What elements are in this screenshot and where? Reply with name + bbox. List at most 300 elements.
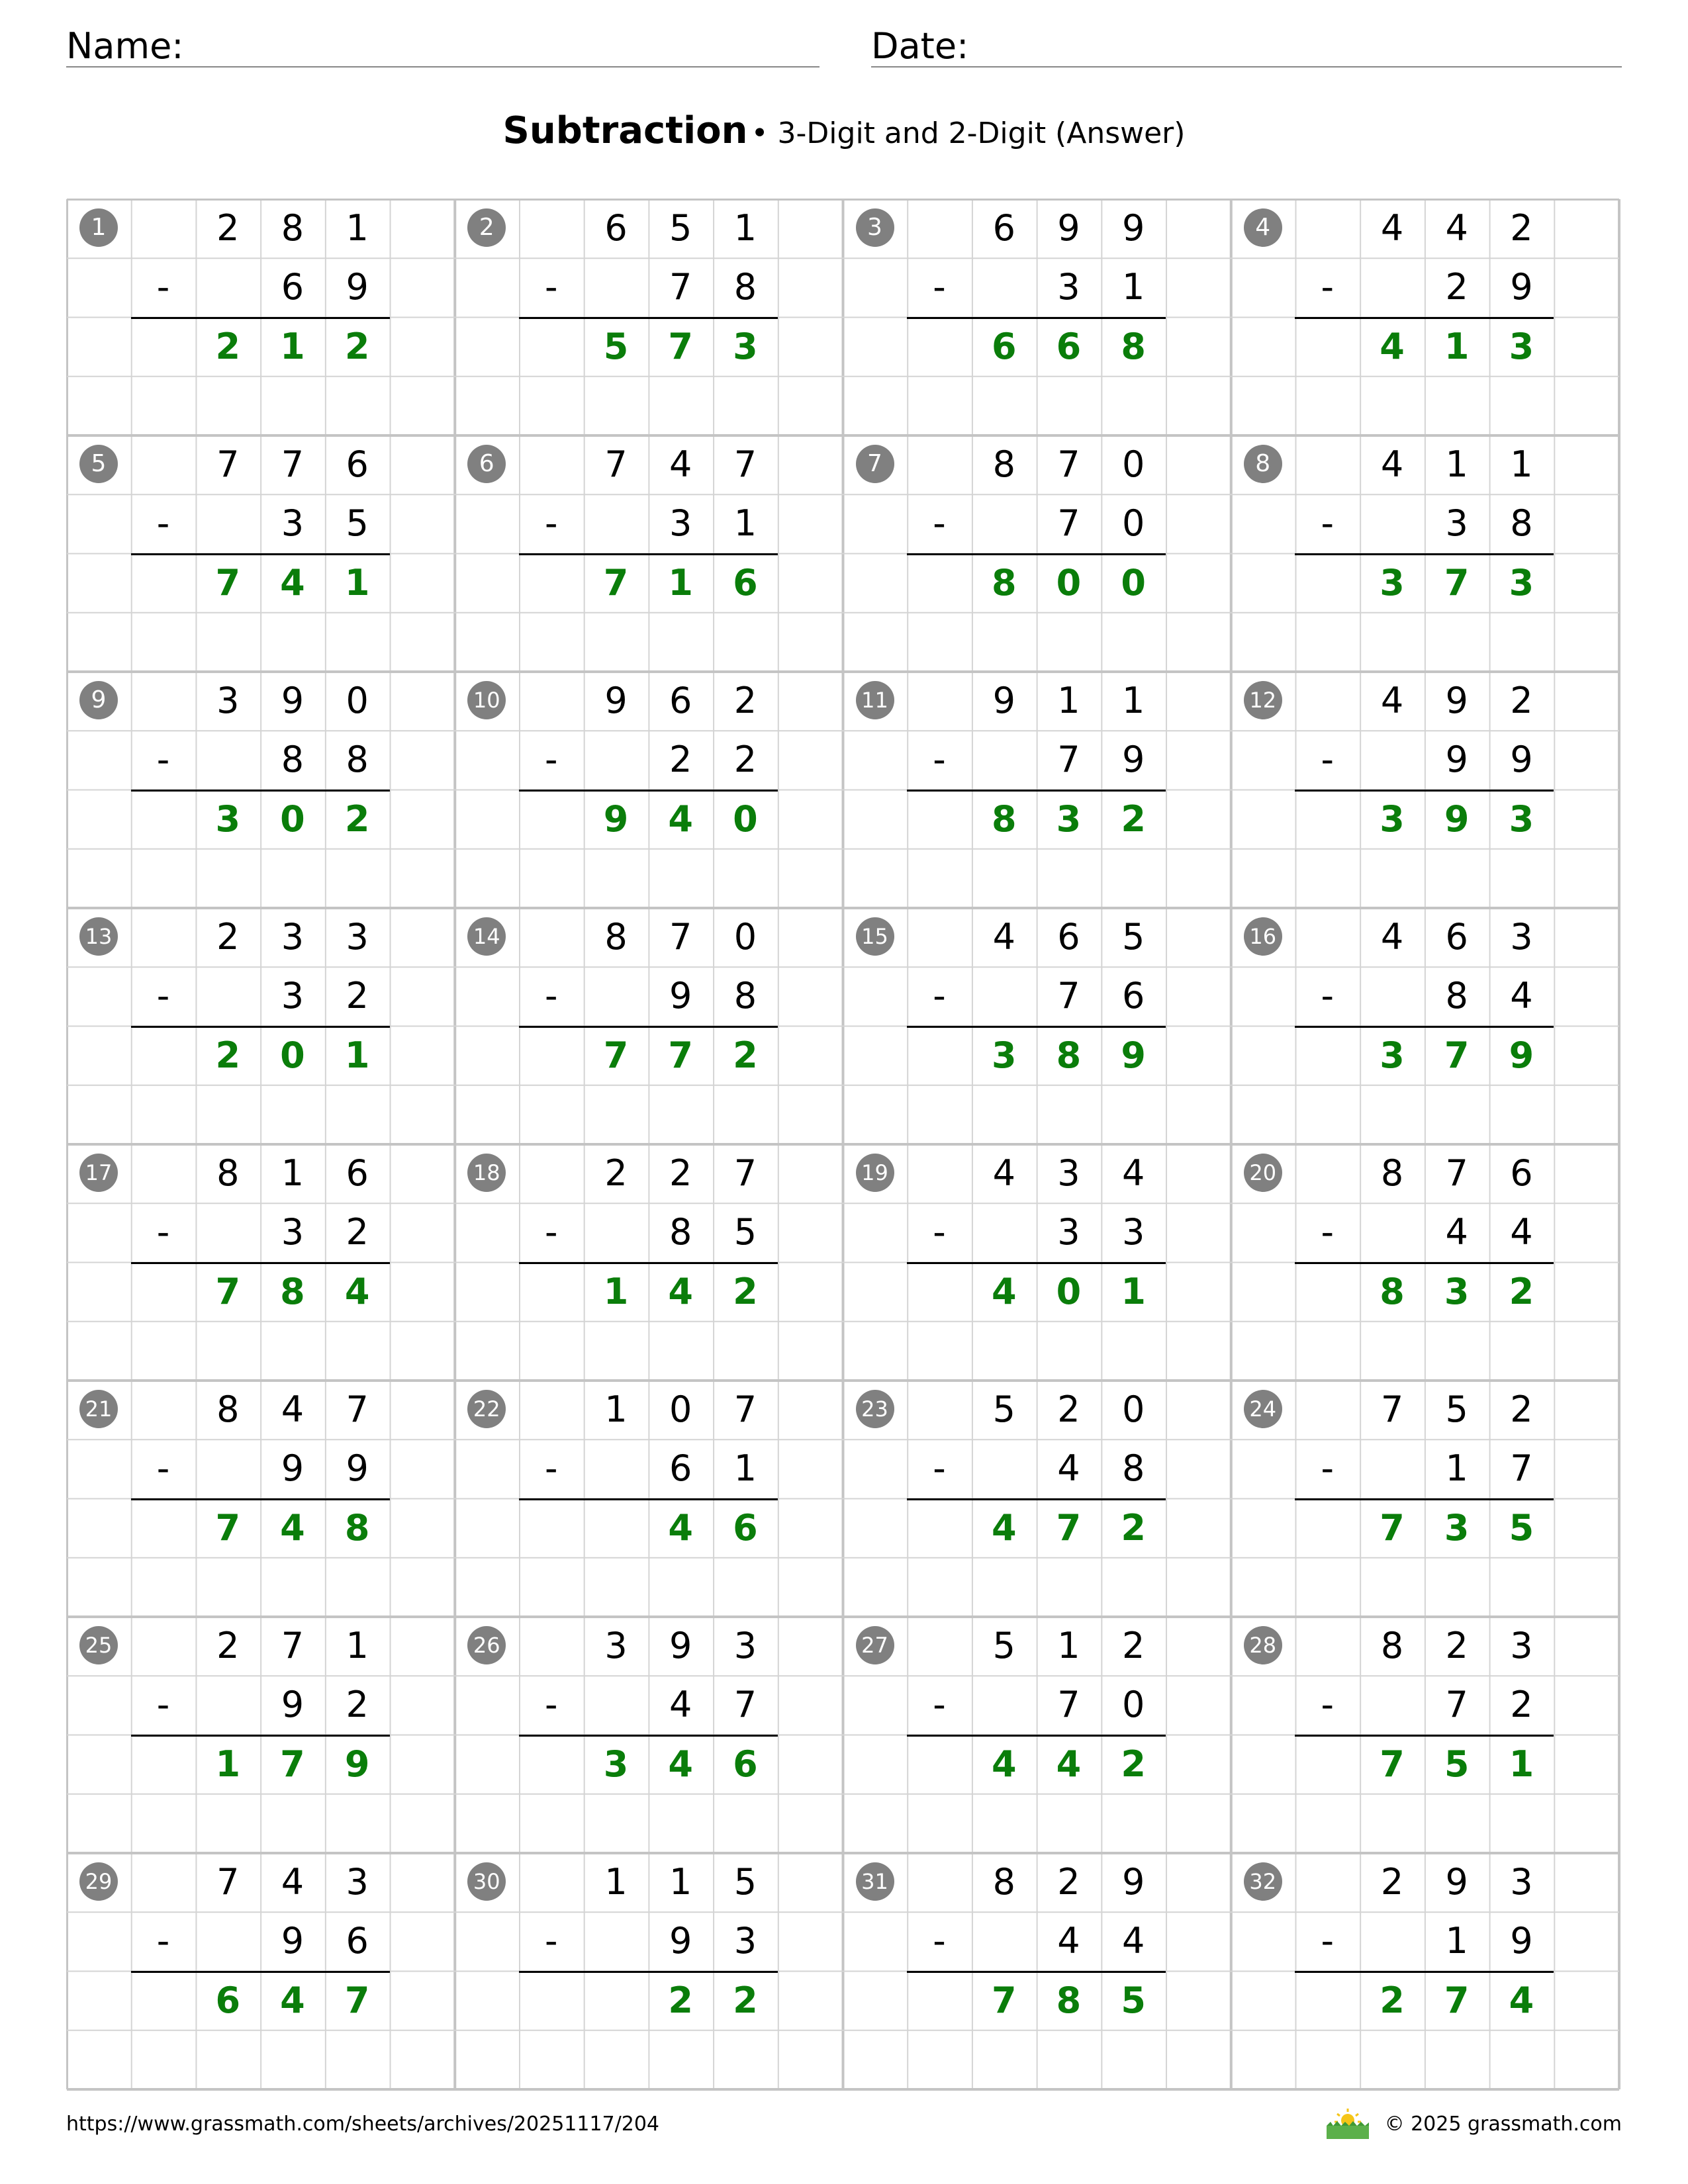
subtrahend-digit: 9 <box>1121 739 1145 781</box>
minuend-digit: 9 <box>992 680 1015 721</box>
minuend-digit: 6 <box>1057 916 1080 958</box>
minuend-digit: 5 <box>992 1625 1015 1666</box>
answer-rule <box>519 790 778 792</box>
minus-sign: - <box>1321 1920 1335 1962</box>
minus-sign: - <box>933 739 946 781</box>
answer-rule <box>131 1262 390 1264</box>
minuend-digit: 3 <box>733 1625 757 1666</box>
answer-digit: 4 <box>280 1979 305 2021</box>
minuend-digit: 2 <box>1510 207 1533 249</box>
minuend-digit: 7 <box>346 1388 369 1430</box>
answer-digit: 4 <box>280 561 305 604</box>
answer-digit: 4 <box>280 1506 305 1549</box>
minus-sign: - <box>156 1920 170 1962</box>
minuend-digit: 7 <box>733 443 757 485</box>
answer-digit: 3 <box>215 797 241 840</box>
minuend-digit: 8 <box>281 207 305 249</box>
footer-url: https://www.grassmath.com/sheets/archives/20251117/204 <box>66 2113 660 2136</box>
answer-digit: 6 <box>991 325 1017 367</box>
minus-sign: - <box>1321 266 1335 308</box>
answer-digit: 7 <box>1380 1743 1405 1785</box>
problem-number-badge: 16 <box>1244 917 1282 956</box>
answer-digit: 4 <box>344 1270 370 1312</box>
answer-rule <box>519 1735 778 1737</box>
minus-sign: - <box>933 1684 946 1726</box>
problem-number-badge: 31 <box>856 1862 894 1901</box>
minuend-digit: 5 <box>669 207 692 249</box>
answer-digit: 8 <box>991 561 1017 604</box>
minus-sign: - <box>545 975 558 1017</box>
subtrahend-digit: 4 <box>1445 1211 1468 1253</box>
answer-digit: 7 <box>215 1506 241 1549</box>
minus-sign: - <box>933 266 946 308</box>
subtrahend-digit: 1 <box>1121 266 1145 308</box>
answer-digit: 1 <box>603 1270 629 1312</box>
subtrahend-digit: 1 <box>733 502 757 545</box>
problem-number-badge: 18 <box>467 1154 506 1192</box>
answer-digit: 3 <box>991 1034 1017 1076</box>
problem-number-badge: 29 <box>79 1862 118 1901</box>
minuend-digit: 5 <box>1121 916 1145 958</box>
answer-digit: 3 <box>1380 797 1405 840</box>
minus-sign: - <box>156 266 170 308</box>
minus-sign: - <box>1321 1211 1335 1253</box>
problem-grid <box>66 199 1618 2089</box>
answer-digit: 7 <box>1444 561 1470 604</box>
answer-rule <box>907 1735 1166 1737</box>
minuend-digit: 5 <box>1445 1388 1468 1430</box>
subtrahend-digit: 7 <box>1510 1447 1533 1490</box>
minuend-digit: 7 <box>216 443 240 485</box>
answer-digit: 0 <box>1056 561 1082 604</box>
answer-digit: 5 <box>1121 1979 1146 2021</box>
subtrahend-digit: 7 <box>1057 739 1080 781</box>
minuend-digit: 1 <box>733 207 757 249</box>
subtrahend-digit: 0 <box>1121 1684 1145 1726</box>
answer-rule <box>131 317 390 319</box>
minuend-digit: 7 <box>669 916 692 958</box>
answer-rule <box>1295 1026 1554 1028</box>
minuend-digit: 3 <box>346 1861 369 1903</box>
minuend-digit: 4 <box>1445 207 1468 249</box>
minus-sign: - <box>156 502 170 545</box>
minuend-digit: 8 <box>604 916 628 958</box>
answer-digit: 3 <box>1444 1506 1470 1549</box>
minuend-digit: 2 <box>1057 1861 1080 1903</box>
answer-rule <box>1295 1735 1554 1737</box>
answer-digit: 8 <box>1380 1270 1405 1312</box>
answer-digit: 9 <box>603 797 629 840</box>
answer-digit: 2 <box>344 797 370 840</box>
answer-digit: 5 <box>1509 1506 1534 1549</box>
subtrahend-digit: 8 <box>733 975 757 1017</box>
answer-rule <box>1295 553 1554 555</box>
answer-rule <box>519 1498 778 1500</box>
answer-digit: 0 <box>1121 561 1146 604</box>
answer-digit: 6 <box>733 561 758 604</box>
problem-number-badge: 9 <box>79 681 118 719</box>
minus-sign: - <box>933 1211 946 1253</box>
answer-digit: 8 <box>344 1506 370 1549</box>
minuend-digit: 1 <box>604 1388 628 1430</box>
problem-number-badge: 26 <box>467 1626 506 1664</box>
answer-digit: 7 <box>1056 1506 1082 1549</box>
problem-number-badge: 28 <box>1244 1626 1282 1664</box>
subtrahend-digit: 2 <box>346 1211 369 1253</box>
minus-sign: - <box>933 502 946 545</box>
answer-rule <box>131 1026 390 1028</box>
answer-digit: 1 <box>668 561 693 604</box>
subtrahend-digit: 3 <box>281 1211 305 1253</box>
answer-digit: 3 <box>1056 797 1082 840</box>
subtrahend-digit: 9 <box>669 1920 692 1962</box>
problem-number-badge: 12 <box>1244 681 1282 719</box>
date-label: Date: <box>871 25 969 67</box>
subtrahend-digit: 3 <box>281 502 305 545</box>
answer-rule <box>907 553 1166 555</box>
footer-copyright: © 2025 grassmath.com <box>1384 2113 1622 2136</box>
subtrahend-digit: 1 <box>1445 1920 1468 1962</box>
subtrahend-digit: 9 <box>1510 739 1533 781</box>
minuend-digit: 2 <box>1510 1388 1533 1430</box>
minuend-digit: 7 <box>733 1388 757 1430</box>
answer-digit: 3 <box>1380 1034 1405 1076</box>
minuend-digit: 2 <box>1121 1625 1145 1666</box>
minuend-digit: 3 <box>1510 1625 1533 1666</box>
problem-number-badge: 6 <box>467 445 506 483</box>
answer-rule <box>519 1026 778 1028</box>
answer-digit: 7 <box>280 1743 305 1785</box>
answer-digit: 6 <box>1056 325 1082 367</box>
subtrahend-digit: 4 <box>1057 1447 1080 1490</box>
answer-rule <box>519 1971 778 1973</box>
answer-digit: 2 <box>733 1979 758 2021</box>
minus-sign: - <box>156 1211 170 1253</box>
subtrahend-digit: 5 <box>733 1211 757 1253</box>
answer-digit: 3 <box>733 325 758 367</box>
problem-number-badge: 11 <box>856 681 894 719</box>
minus-sign: - <box>545 266 558 308</box>
problem-number-badge: 30 <box>467 1862 506 1901</box>
answer-rule <box>131 1735 390 1737</box>
answer-digit: 7 <box>215 561 241 604</box>
answer-digit: 4 <box>1380 325 1405 367</box>
answer-rule <box>131 1971 390 1973</box>
minuend-digit: 9 <box>1445 1861 1468 1903</box>
minuend-digit: 6 <box>604 207 628 249</box>
minuend-digit: 7 <box>733 1152 757 1194</box>
subtrahend-digit: 7 <box>1445 1684 1468 1726</box>
minuend-digit: 8 <box>216 1388 240 1430</box>
answer-digit: 1 <box>280 325 305 367</box>
subtrahend-digit: 6 <box>1121 975 1145 1017</box>
problem-number-badge: 7 <box>856 445 894 483</box>
subtrahend-digit: 7 <box>1057 1684 1080 1726</box>
answer-digit: 2 <box>733 1034 758 1076</box>
subtrahend-digit: 5 <box>346 502 369 545</box>
answer-digit: 4 <box>668 1506 693 1549</box>
problem-number-badge: 32 <box>1244 1862 1282 1901</box>
answer-digit: 0 <box>280 797 305 840</box>
answer-digit: 4 <box>668 797 693 840</box>
minuend-digit: 0 <box>1121 1388 1145 1430</box>
answer-digit: 7 <box>215 1270 241 1312</box>
minus-sign: - <box>933 1447 946 1490</box>
minuend-digit: 1 <box>669 1861 692 1903</box>
minuend-digit: 1 <box>1510 443 1533 485</box>
answer-digit: 8 <box>1121 325 1146 367</box>
minuend-digit: 6 <box>669 680 692 721</box>
minuend-digit: 6 <box>992 207 1015 249</box>
answer-rule <box>1295 1498 1554 1500</box>
minuend-digit: 7 <box>1057 443 1080 485</box>
minuend-digit: 2 <box>216 1625 240 1666</box>
minuend-digit: 3 <box>281 916 305 958</box>
minuend-digit: 0 <box>346 680 369 721</box>
subtrahend-digit: 3 <box>1121 1211 1145 1253</box>
minuend-digit: 2 <box>216 916 240 958</box>
problem-number-badge: 5 <box>79 445 118 483</box>
subtrahend-digit: 7 <box>669 266 692 308</box>
minuend-digit: 3 <box>1057 1152 1080 1194</box>
answer-digit: 2 <box>1121 797 1146 840</box>
title-subtitle: • 3-Digit and 2-Digit (Answer) <box>751 116 1186 150</box>
minuend-digit: 4 <box>669 443 692 485</box>
grass-sun-logo-icon <box>1324 2106 1372 2140</box>
minuend-digit: 9 <box>1121 1861 1145 1903</box>
minus-sign: - <box>545 1211 558 1253</box>
problem-number-badge: 24 <box>1244 1390 1282 1428</box>
minuend-digit: 8 <box>1380 1152 1404 1194</box>
minuend-digit: 7 <box>281 1625 305 1666</box>
minuend-digit: 9 <box>1445 680 1468 721</box>
minuend-digit: 3 <box>216 680 240 721</box>
subtrahend-digit: 9 <box>346 1447 369 1490</box>
minus-sign: - <box>1321 739 1335 781</box>
problem-number-badge: 8 <box>1244 445 1282 483</box>
minuend-digit: 6 <box>1510 1152 1533 1194</box>
subtrahend-digit: 3 <box>1057 1211 1080 1253</box>
answer-rule <box>907 790 1166 792</box>
subtrahend-digit: 6 <box>346 1920 369 1962</box>
answer-digit: 1 <box>1121 1270 1146 1312</box>
subtrahend-digit: 2 <box>1445 266 1468 308</box>
subtrahend-digit: 1 <box>1445 1447 1468 1490</box>
answer-digit: 0 <box>1056 1270 1082 1312</box>
minuend-digit: 3 <box>346 916 369 958</box>
answer-digit: 9 <box>1121 1034 1146 1076</box>
minuend-digit: 2 <box>604 1152 628 1194</box>
minuend-digit: 9 <box>604 680 628 721</box>
minus-sign: - <box>933 975 946 1017</box>
answer-rule <box>131 553 390 555</box>
minuend-digit: 1 <box>1057 1625 1080 1666</box>
problem-number-badge: 13 <box>79 917 118 956</box>
minuend-digit: 7 <box>1445 1152 1468 1194</box>
worksheet-title <box>0 105 1688 166</box>
minuend-digit: 1 <box>1445 443 1468 485</box>
answer-digit: 7 <box>991 1979 1017 2021</box>
answer-rule <box>1295 317 1554 319</box>
minuend-digit: 5 <box>992 1388 1015 1430</box>
minuend-digit: 5 <box>733 1861 757 1903</box>
subtrahend-digit: 2 <box>669 739 692 781</box>
subtrahend-digit: 4 <box>1510 1211 1533 1253</box>
minuend-digit: 4 <box>1380 680 1404 721</box>
subtrahend-digit: 4 <box>669 1684 692 1726</box>
answer-digit: 1 <box>1444 325 1470 367</box>
title-main: Subtraction <box>502 109 748 152</box>
answer-digit: 3 <box>1509 797 1534 840</box>
answer-digit: 3 <box>1380 561 1405 604</box>
minuend-digit: 8 <box>1380 1625 1404 1666</box>
answer-digit: 3 <box>1509 561 1534 604</box>
minuend-digit: 4 <box>1121 1152 1145 1194</box>
minuend-digit: 2 <box>216 207 240 249</box>
subtrahend-digit: 2 <box>1510 1684 1533 1726</box>
minuend-digit: 2 <box>1445 1625 1468 1666</box>
answer-digit: 7 <box>1444 1034 1470 1076</box>
answer-rule <box>1295 1262 1554 1264</box>
answer-digit: 6 <box>733 1743 758 1785</box>
minuend-digit: 3 <box>1510 916 1533 958</box>
problem-number-badge: 23 <box>856 1390 894 1428</box>
answer-digit: 8 <box>991 797 1017 840</box>
answer-digit: 3 <box>603 1743 629 1785</box>
minuend-digit: 4 <box>1380 916 1404 958</box>
answer-digit: 2 <box>1121 1743 1146 1785</box>
answer-digit: 8 <box>1056 1979 1082 2021</box>
minus-sign: - <box>1321 1684 1335 1726</box>
date-line <box>871 66 1622 68</box>
answer-digit: 4 <box>1509 1979 1534 2021</box>
answer-rule <box>907 1026 1166 1028</box>
minuend-digit: 0 <box>669 1388 692 1430</box>
answer-digit: 4 <box>668 1743 693 1785</box>
answer-rule <box>519 1262 778 1264</box>
answer-rule <box>519 553 778 555</box>
problem-number-badge: 17 <box>79 1154 118 1192</box>
subtrahend-digit: 0 <box>1121 502 1145 545</box>
subtrahend-digit: 2 <box>346 1684 369 1726</box>
subtrahend-digit: 1 <box>733 1447 757 1490</box>
minuend-digit: 2 <box>1510 680 1533 721</box>
answer-digit: 3 <box>1509 325 1534 367</box>
answer-digit: 7 <box>344 1979 370 2021</box>
subtrahend-digit: 9 <box>281 1920 305 1962</box>
problem-number-badge: 22 <box>467 1390 506 1428</box>
answer-digit: 9 <box>1509 1034 1534 1076</box>
minus-sign: - <box>1321 975 1335 1017</box>
subtrahend-digit: 2 <box>346 975 369 1017</box>
subtrahend-digit: 7 <box>1057 975 1080 1017</box>
subtrahend-digit: 9 <box>1510 266 1533 308</box>
answer-digit: 1 <box>215 1743 241 1785</box>
answer-rule <box>907 1971 1166 1973</box>
answer-digit: 2 <box>1380 1979 1405 2021</box>
subtrahend-digit: 9 <box>1510 1920 1533 1962</box>
subtrahend-digit: 3 <box>281 975 305 1017</box>
answer-rule <box>1295 1971 1554 1973</box>
problem-number-badge: 3 <box>856 208 894 247</box>
answer-rule <box>907 1498 1166 1500</box>
answer-digit: 1 <box>1509 1743 1534 1785</box>
answer-digit: 7 <box>1380 1506 1405 1549</box>
answer-digit: 8 <box>1056 1034 1082 1076</box>
subtrahend-digit: 8 <box>669 1211 692 1253</box>
minuend-digit: 1 <box>346 1625 369 1666</box>
minus-sign: - <box>545 502 558 545</box>
answer-digit: 2 <box>215 1034 241 1076</box>
minuend-digit: 6 <box>1445 916 1468 958</box>
subtrahend-digit: 8 <box>1445 975 1468 1017</box>
subtrahend-digit: 8 <box>1121 1447 1145 1490</box>
minuend-digit: 2 <box>1057 1388 1080 1430</box>
answer-digit: 1 <box>344 1034 370 1076</box>
minuend-digit: 4 <box>1380 207 1404 249</box>
minuend-digit: 4 <box>992 1152 1015 1194</box>
minus-sign: - <box>545 1684 558 1726</box>
problem-number-badge: 10 <box>467 681 506 719</box>
minuend-digit: 0 <box>1121 443 1145 485</box>
answer-digit: 2 <box>733 1270 758 1312</box>
answer-digit: 8 <box>280 1270 305 1312</box>
answer-digit: 4 <box>1056 1743 1082 1785</box>
answer-digit: 9 <box>344 1743 370 1785</box>
answer-digit: 5 <box>1444 1743 1470 1785</box>
answer-digit: 4 <box>991 1506 1017 1549</box>
answer-digit: 6 <box>733 1506 758 1549</box>
subtrahend-digit: 9 <box>346 266 369 308</box>
subtrahend-digit: 6 <box>669 1447 692 1490</box>
minuend-digit: 2 <box>733 680 757 721</box>
subtrahend-digit: 4 <box>1057 1920 1080 1962</box>
minuend-digit: 8 <box>992 443 1015 485</box>
answer-digit: 7 <box>668 1034 693 1076</box>
answer-digit: 2 <box>668 1979 693 2021</box>
problem-number-badge: 25 <box>79 1626 118 1664</box>
minuend-digit: 6 <box>346 1152 369 1194</box>
minuend-digit: 4 <box>281 1861 305 1903</box>
minus-sign: - <box>156 1447 170 1490</box>
minuend-digit: 0 <box>733 916 757 958</box>
answer-digit: 9 <box>1444 797 1470 840</box>
subtrahend-digit: 8 <box>346 739 369 781</box>
minus-sign: - <box>156 1684 170 1726</box>
subtrahend-digit: 9 <box>1445 739 1468 781</box>
problem-number-badge: 20 <box>1244 1154 1282 1192</box>
problem-number-badge: 14 <box>467 917 506 956</box>
minuend-digit: 1 <box>1121 680 1145 721</box>
subtrahend-digit: 4 <box>1121 1920 1145 1962</box>
minuend-digit: 6 <box>346 443 369 485</box>
problem-number-badge: 27 <box>856 1626 894 1664</box>
minus-sign: - <box>156 975 170 1017</box>
minuend-digit: 1 <box>1057 680 1080 721</box>
answer-digit: 0 <box>733 797 758 840</box>
answer-digit: 4 <box>991 1743 1017 1785</box>
minus-sign: - <box>545 1447 558 1490</box>
minuend-digit: 7 <box>1380 1388 1404 1430</box>
subtrahend-digit: 8 <box>1510 502 1533 545</box>
answer-digit: 1 <box>344 561 370 604</box>
problem-number-badge: 2 <box>467 208 506 247</box>
minuend-digit: 4 <box>992 916 1015 958</box>
answer-digit: 2 <box>1509 1270 1534 1312</box>
minuend-digit: 9 <box>1057 207 1080 249</box>
answer-digit: 5 <box>603 325 629 367</box>
subtrahend-digit: 2 <box>733 739 757 781</box>
